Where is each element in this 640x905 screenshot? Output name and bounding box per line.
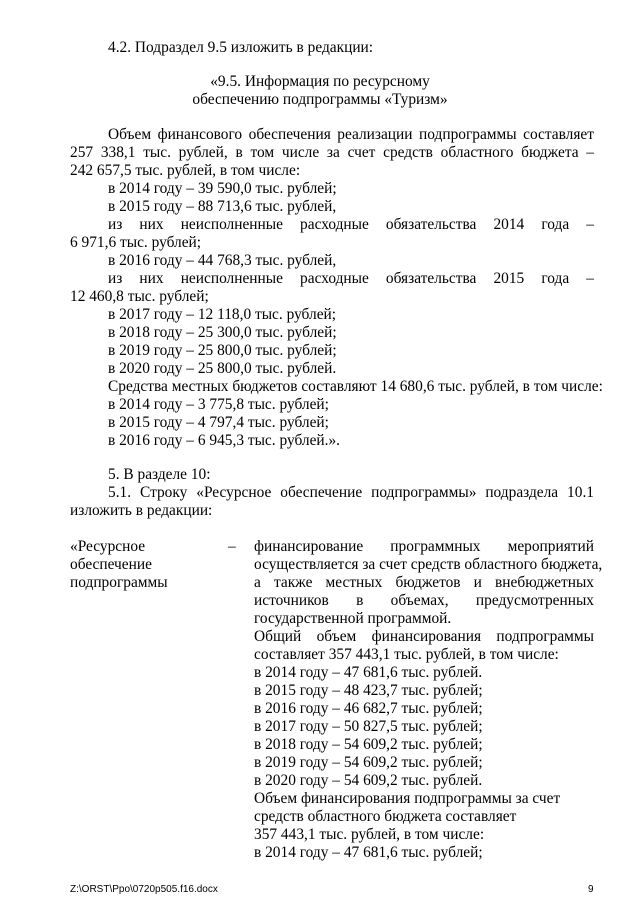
table-value-line: государственной программой. <box>254 610 452 627</box>
table-value-line: финансирование программных мероприятий <box>254 538 594 555</box>
footer-page-number: 9 <box>588 884 594 895</box>
section-5-1-line: 5.1. Строку «Ресурсное обеспечение подпрограммы» подраздела 10.1 <box>108 484 594 501</box>
table-value-line: Объем финансирования подпрограммы за счет <box>254 790 561 807</box>
paragraph-line: 242 657,5 тыс. рублей, в том числе: <box>70 162 301 179</box>
year-line: в 2016 году – 44 768,3 тыс. рублей, <box>108 252 337 269</box>
footer-file-path: Z:\ORST\Ppo\0720p505.f16.docx <box>70 884 218 895</box>
table-value-line: в 2020 году – 54 609,2 тыс. рублей. <box>254 772 483 789</box>
table-label-line: обеспечение <box>70 556 152 573</box>
year-line: в 2019 году – 25 800,0 тыс. рублей; <box>108 342 337 359</box>
table-value-line: источников в объемах, предусмотренных <box>254 592 594 609</box>
table-value-line: осуществляется за счет средств областного бюджета, <box>254 556 603 573</box>
table-value-line: в 2017 году – 50 827,5 тыс. рублей; <box>254 718 483 735</box>
paragraph-line: Средства местных бюджетов составляют 14 680,6 тыс. рублей, в том числе: <box>108 378 603 395</box>
table-label-line: подпрограммы <box>70 574 168 591</box>
table-value-line: Общий объем финансирования подпрограммы <box>254 628 594 645</box>
local-year-line: в 2015 году – 4 797,4 тыс. рублей; <box>108 414 329 431</box>
heading-line-1: «9.5. Информация по ресурсному <box>210 73 430 90</box>
table-value-line: в 2018 году – 54 609,2 тыс. рублей; <box>254 736 483 753</box>
local-year-line: в 2014 году – 3 775,8 тыс. рублей; <box>108 396 329 413</box>
section-4-2: 4.2. Подраздел 9.5 изложить в редакции: <box>108 39 374 56</box>
paragraph-line: из них неисполненные расходные обязательства 2015 года – <box>108 270 594 287</box>
paragraph-line: 6 971,6 тыс. рублей; <box>70 234 202 251</box>
year-line: в 2017 году – 12 118,0 тыс. рублей; <box>108 306 337 323</box>
local-year-line: в 2016 году – 6 945,3 тыс. рублей.». <box>108 432 341 449</box>
table-value-line: в 2019 году – 54 609,2 тыс. рублей; <box>254 754 483 771</box>
year-line: в 2015 году – 88 713,6 тыс. рублей, <box>108 198 337 215</box>
paragraph-line: 257 338,1 тыс. рублей, в том числе за счет средств областного бюджета – <box>70 144 594 161</box>
year-line: в 2018 году – 25 300,0 тыс. рублей; <box>108 324 337 341</box>
table-value-line: в 2016 году – 46 682,7 тыс. рублей; <box>254 700 483 717</box>
table-value-line: 357 443,1 тыс. рублей, в том числе: <box>254 826 485 843</box>
table-label-line: «Ресурсное <box>70 538 146 555</box>
heading-line-2: обеспечению подпрограммы «Туризм» <box>192 91 448 108</box>
paragraph-line: из них неисполненные расходные обязательства 2014 года – <box>108 216 594 233</box>
table-value-line: составляет 357 443,1 тыс. рублей, в том числе: <box>254 646 559 663</box>
table-value-line: в 2015 году – 48 423,7 тыс. рублей; <box>254 682 483 699</box>
section-5-1-line: изложить в редакции: <box>70 502 213 519</box>
paragraph-line: Объем финансового обеспечения реализации подпрограммы составляет <box>108 126 594 143</box>
section-5: 5. В разделе 10: <box>108 466 211 483</box>
table-value-line: средств областного бюджета составляет <box>254 808 517 825</box>
table-value-line: в 2014 году – 47 681,6 тыс. рублей; <box>254 844 483 861</box>
year-line: в 2014 году – 39 590,0 тыс. рублей; <box>108 180 337 197</box>
table-value-line: в 2014 году – 47 681,6 тыс. рублей. <box>254 664 483 681</box>
year-line: в 2020 году – 25 800,0 тыс. рублей. <box>108 360 337 377</box>
table-value-line: а также местных бюджетов и внебюджетных <box>254 574 594 591</box>
paragraph-line: 12 460,8 тыс. рублей; <box>70 288 209 305</box>
table-dash: – <box>228 538 236 555</box>
